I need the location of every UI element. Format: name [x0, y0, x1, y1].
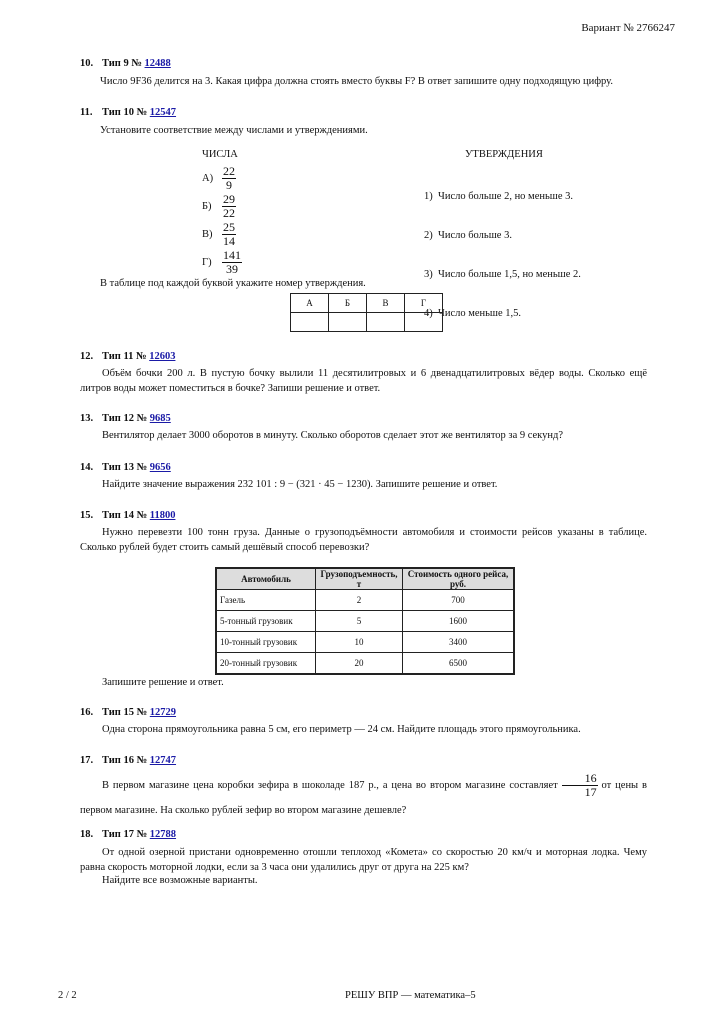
problem-link-12547[interactable]: 12547 [149, 107, 177, 118]
number-item-a: А) $\frac{22}{9}$ [202, 163, 235, 192]
question-16-header: 16. Тип 15 № 12729 [80, 707, 177, 718]
question-10-header: 10. Тип 9 № 12488 [80, 58, 171, 69]
answer-header-b: Б [329, 294, 367, 313]
answer-cell-b[interactable] [329, 313, 367, 332]
question-11-instruction: В таблице под каждой буквой укажите номер утверждения. [100, 278, 366, 289]
numbers-title: ЧИСЛА [202, 149, 238, 160]
table-row: 5-тонный грузовик 5 1600 [216, 611, 514, 632]
problem-link-9656[interactable]: 9656 [149, 462, 171, 473]
question-14-header: 14. Тип 13 № 9656 [80, 462, 171, 473]
problem-link-9685[interactable]: 9685 [149, 413, 171, 424]
problem-link-12747[interactable]: 12747 [149, 755, 177, 766]
answer-header-v: В [367, 294, 405, 313]
fraction-16-17: $\frac{16}{17}$ [562, 772, 598, 799]
problem-link-11800[interactable]: 11800 [149, 510, 176, 521]
col-header-vehicle: Автомобиль [216, 568, 316, 590]
answer-cell-a[interactable] [291, 313, 329, 332]
table-row: 10-тонный грузовик 10 3400 [216, 632, 514, 653]
answer-table [290, 293, 443, 332]
question-13-text: Вентилятор делает 3000 оборотов в минуту. Сколько оборотов сделает этот же вентилятор за 9 секунд? [102, 430, 564, 441]
question-15-header: 15. Тип 14 № 11800 [80, 510, 176, 521]
statements-title: УТВЕРЖДЕНИЯ [465, 149, 543, 160]
col-header-capacity: Грузоподъемность, т [316, 568, 403, 590]
problem-link-12788[interactable]: 12788 [149, 829, 177, 840]
number-item-b: Б) $\frac{29}{22}$ [202, 191, 235, 220]
problem-link-12603[interactable]: 12603 [149, 351, 176, 362]
table-row: Газель 2 700 [216, 590, 514, 611]
statement-2: 2) Число больше 3. [424, 230, 512, 241]
question-11-header: 11. Тип 10 № 12547 [80, 107, 177, 118]
question-17-header: 17. Тип 16 № 12747 [80, 755, 177, 766]
question-14-text: Найдите значение выражения 232 101 : 9 − (321 · 45 − 1230). Запишите решение и ответ. [102, 479, 498, 490]
question-15-footer: Запишите решение и ответ. [102, 677, 224, 688]
answer-header-a: А [291, 294, 329, 313]
number-item-v: В) $\frac{25}{14}$ [202, 219, 235, 248]
question-15-text: Нужно перевезти 100 тонн груза. Данные о грузоподъёмности автомобиля и стоимости рейсов указаны в таблице. Сколько рублей будет стоить самый дешёвый способ перевозки? [80, 527, 647, 553]
answer-cell-g[interactable] [405, 313, 443, 332]
question-12-text: Объём бочки 200 л. В пустую бочку вылили 11 десятилитровых и 6 двенадцатилитровых вёдер воды. Сколько ещё литров воды может поместиться в бочке? Запиши решение и ответ. [80, 368, 647, 394]
page-number: 2 / 2 [58, 990, 77, 1001]
question-13-header: 13. Тип 12 № 9685 [80, 413, 171, 424]
variant-number: Вариант № 2766247 [581, 22, 675, 34]
question-10-text: Число 9F36 делится на 3. Какая цифра должна стоять вместо буквы F? В ответ запишите одну подходящую цифру. [100, 76, 613, 87]
question-11-text: Установите соответствие между числами и утверждениями. [100, 125, 368, 136]
number-item-g: Г) $\frac{141}{39}$ [202, 247, 241, 276]
problem-link-12729[interactable]: 12729 [149, 707, 177, 718]
question-18-text2: Найдите все возможные варианты. [102, 875, 258, 886]
statements-list [424, 164, 581, 333]
question-12-header: 12. Тип 11 № 12603 [80, 351, 176, 362]
question-18-text: От одной озерной пристани одновременно отошли теплоход «Комета» со скоростью 20 км/ч и моторная лодка. Чему равна скорость моторной лодки, если за 3 часа они удалились друг от друга на 225 км? [80, 847, 647, 873]
question-16-text: Одна сторона прямоугольника равна 5 см, его периметр — 24 см. Найдите площадь этого прямоугольника. [102, 724, 581, 735]
statement-4: 4) Число меньше 1,5. [424, 308, 522, 319]
transport-table [215, 567, 515, 675]
footer-title: РЕШУ ВПР — математика–5 [345, 990, 476, 1001]
table-row: 20-тонный грузовик 20 6500 [216, 653, 514, 675]
question-17-text: В первом магазине цена коробки зефира в шоколаде 187 р., а цена во втором магазине составляет $\frac{16}{17}$ от цены в первом магазине. На сколько рублей зефир во втором магазине дешевле? [80, 771, 647, 816]
col-header-cost: Стоимость одного рейса, руб. [403, 568, 515, 590]
question-18-header: 18. Тип 17 № 12788 [80, 829, 177, 840]
statement-3: 3) Число больше 1,5, но меньше 2. [424, 269, 581, 280]
numbers-list [202, 164, 242, 276]
statement-1: 1) Число больше 2, но меньше 3. [424, 191, 574, 202]
answer-cell-v[interactable] [367, 313, 405, 332]
problem-link-12488[interactable]: 12488 [144, 58, 171, 69]
answer-header-g: Г [405, 294, 443, 313]
